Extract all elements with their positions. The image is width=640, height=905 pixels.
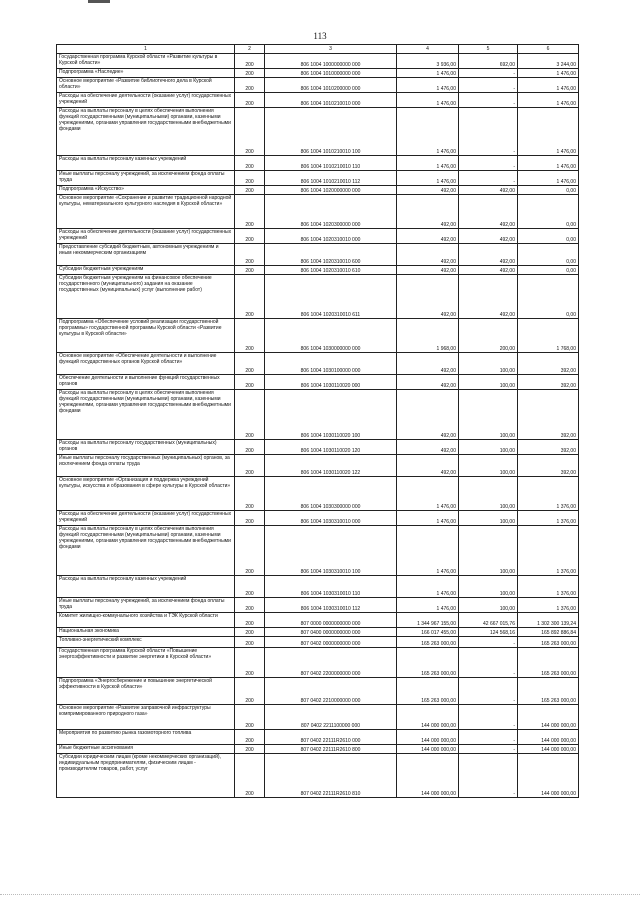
row-amount-approved: 492,00 xyxy=(397,244,459,266)
table-row xyxy=(57,229,579,244)
row-code: 200 xyxy=(235,195,265,229)
row-kbk: 806 1004 1020310010 610 xyxy=(265,266,397,275)
row-name: Основное мероприятие «Развитие библиотечного дела в Курской области» xyxy=(57,78,235,93)
row-name: Основное мероприятие «Развитие заправочной инфраструктуры компримированного природного газа» xyxy=(57,705,235,730)
table-row xyxy=(57,613,579,628)
row-code: 200 xyxy=(235,319,265,353)
row-kbk: 806 1004 1010210010 000 xyxy=(265,93,397,108)
row-amount-remaining: 1 476,00 xyxy=(518,93,579,108)
row-kbk: 806 1004 1010000000 000 xyxy=(265,69,397,78)
row-kbk: 806 1004 1010210010 112 xyxy=(265,171,397,186)
row-amount-remaining: 165 263 000,00 xyxy=(518,678,579,705)
row-amount-executed: 100,00 xyxy=(459,390,518,440)
row-amount-remaining: 1 376,00 xyxy=(518,576,579,598)
table-row xyxy=(57,319,579,353)
row-kbk: 806 1004 1020310010 000 xyxy=(265,229,397,244)
row-amount-remaining: 1 476,00 xyxy=(518,156,579,171)
row-amount-executed: 100,00 xyxy=(459,455,518,477)
row-amount-executed: 492,00 xyxy=(459,244,518,266)
row-code: 200 xyxy=(235,375,265,390)
row-amount-approved: 492,00 xyxy=(397,266,459,275)
row-code: 200 xyxy=(235,754,265,798)
row-amount-executed: - xyxy=(459,637,518,648)
table-row xyxy=(57,526,579,576)
row-code: 200 xyxy=(235,266,265,275)
table-row xyxy=(57,576,579,598)
row-name: Основное мероприятие «Обеспечение деятельности и выполнение функций государственных органов Курской области» xyxy=(57,353,235,375)
row-kbk: 806 1004 1020310010 611 xyxy=(265,275,397,319)
row-amount-approved: 1 476,00 xyxy=(397,78,459,93)
row-amount-approved: 1 476,00 xyxy=(397,93,459,108)
row-amount-remaining: 1 476,00 xyxy=(518,171,579,186)
row-amount-approved: 1 476,00 xyxy=(397,69,459,78)
table-row xyxy=(57,598,579,613)
row-kbk: 807 0000 0000000000 000 xyxy=(265,613,397,628)
row-name: Иные выплаты персоналу государственных (муниципальных) органов, за исключением фонда оплаты труда xyxy=(57,455,235,477)
row-code: 200 xyxy=(235,69,265,78)
row-name: Основное мероприятие «Организация и поддержка учреждений культуры, искусства и образования в сфере культуры в Курской области» xyxy=(57,477,235,511)
row-kbk: 807 0402 2211100000 000 xyxy=(265,705,397,730)
row-kbk: 806 1004 1030310010 100 xyxy=(265,526,397,576)
row-code: 200 xyxy=(235,108,265,156)
row-name: Национальная экономика xyxy=(57,628,235,637)
budget-table xyxy=(56,44,579,798)
row-amount-approved: 492,00 xyxy=(397,375,459,390)
row-name: Расходы на выплаты персоналу казенных учреждений xyxy=(57,156,235,171)
row-amount-approved: 1 476,00 xyxy=(397,576,459,598)
row-name: Государственная программа Курской области «Повышение энергоэффективности и развитие энергетики в Курской области» xyxy=(57,648,235,678)
table-row xyxy=(57,678,579,705)
row-amount-remaining: 165 263 000,00 xyxy=(518,637,579,648)
row-code: 200 xyxy=(235,171,265,186)
row-amount-approved: 166 017 455,00 xyxy=(397,628,459,637)
table-row xyxy=(57,648,579,678)
row-amount-remaining: 0,00 xyxy=(518,229,579,244)
row-amount-approved: 492,00 xyxy=(397,440,459,455)
row-amount-executed: 492,00 xyxy=(459,229,518,244)
row-amount-remaining: 0,00 xyxy=(518,195,579,229)
row-amount-remaining: 144 000 000,00 xyxy=(518,705,579,730)
row-name: Иные выплаты персоналу учреждений, за исключением фонда оплаты труда xyxy=(57,171,235,186)
row-code: 200 xyxy=(235,455,265,477)
row-amount-approved: 1 968,00 xyxy=(397,319,459,353)
row-kbk: 806 1004 1010210010 100 xyxy=(265,108,397,156)
row-kbk: 807 0402 0000000000 000 xyxy=(265,637,397,648)
row-amount-executed: - xyxy=(459,648,518,678)
row-kbk: 807 0402 2200000000 000 xyxy=(265,648,397,678)
row-amount-approved: 492,00 xyxy=(397,275,459,319)
row-amount-executed: 492,00 xyxy=(459,195,518,229)
row-code: 200 xyxy=(235,745,265,754)
row-amount-remaining: 144 000 000,00 xyxy=(518,730,579,745)
row-amount-remaining: 0,00 xyxy=(518,266,579,275)
row-kbk: 806 1004 1030310010 110 xyxy=(265,576,397,598)
row-amount-approved: 165 263 000,00 xyxy=(397,648,459,678)
column-header: 2 xyxy=(235,45,265,54)
table-row xyxy=(57,54,579,69)
row-kbk: 806 1004 1020310010 600 xyxy=(265,244,397,266)
row-amount-approved: 1 476,00 xyxy=(397,598,459,613)
row-name: Основное мероприятие «Сохранение и развитие традиционной народной культуры, нематериального культурного наследия в Курской области» xyxy=(57,195,235,229)
row-code: 200 xyxy=(235,477,265,511)
table-row xyxy=(57,730,579,745)
row-kbk: 806 1004 1030110020 100 xyxy=(265,390,397,440)
column-header: 5 xyxy=(459,45,518,54)
scan-artifact xyxy=(88,0,110,3)
row-amount-executed: 100,00 xyxy=(459,576,518,598)
table-row xyxy=(57,375,579,390)
row-amount-executed: 100,00 xyxy=(459,440,518,455)
row-amount-approved: 144 000 000,00 xyxy=(397,754,459,798)
row-name: Подпрограмма «Энергосбережение и повышение энергетической эффективности в Курской области» xyxy=(57,678,235,705)
row-amount-remaining: 165 892 886,84 xyxy=(518,628,579,637)
row-code: 200 xyxy=(235,440,265,455)
table-row xyxy=(57,266,579,275)
row-name: Расходы на обеспечение деятельности (оказание услуг) государственных учреждений xyxy=(57,93,235,108)
row-amount-executed: - xyxy=(459,678,518,705)
row-amount-approved: 1 476,00 xyxy=(397,108,459,156)
row-name: Расходы на обеспечение деятельности (оказание услуг) государственных учреждений xyxy=(57,229,235,244)
row-code: 200 xyxy=(235,678,265,705)
column-header: 1 xyxy=(57,45,235,54)
row-amount-executed: 100,00 xyxy=(459,477,518,511)
row-kbk: 806 1004 1030110020 122 xyxy=(265,455,397,477)
row-name: Расходы на обеспечение деятельности (оказание услуг) государственных учреждений xyxy=(57,511,235,526)
row-amount-remaining: 392,00 xyxy=(518,353,579,375)
row-name: Расходы на выплаты персоналу в целях обеспечения выполнения функций государственными (муниципальными) органами, казенными учреждениями, органами управления государственными внебюджетными фондами xyxy=(57,390,235,440)
row-code: 200 xyxy=(235,526,265,576)
row-amount-remaining: 3 244,00 xyxy=(518,54,579,69)
row-amount-remaining: 1 476,00 xyxy=(518,78,579,93)
row-amount-remaining: 1 376,00 xyxy=(518,511,579,526)
row-kbk: 806 1004 1000000000 000 xyxy=(265,54,397,69)
row-code: 200 xyxy=(235,648,265,678)
row-amount-approved: 3 936,00 xyxy=(397,54,459,69)
row-name: Субсидии юридическим лицам (кроме некоммерческих организаций), индивидуальным предпринимателям, физическим лицам - производителям товаров, работ, услуг xyxy=(57,754,235,798)
row-amount-approved: 1 476,00 xyxy=(397,156,459,171)
row-kbk: 806 1004 1030110020 000 xyxy=(265,375,397,390)
row-code: 200 xyxy=(235,511,265,526)
table-row xyxy=(57,455,579,477)
row-amount-remaining: 0,00 xyxy=(518,275,579,319)
row-amount-executed: - xyxy=(459,171,518,186)
row-amount-executed: - xyxy=(459,156,518,171)
row-kbk: 807 0402 22111R2610 810 xyxy=(265,754,397,798)
row-code: 200 xyxy=(235,229,265,244)
column-header: 4 xyxy=(397,45,459,54)
table-row xyxy=(57,195,579,229)
table-row xyxy=(57,705,579,730)
row-amount-approved: 144 000 000,00 xyxy=(397,705,459,730)
row-amount-remaining: 392,00 xyxy=(518,440,579,455)
row-kbk: 806 1004 1030000000 000 xyxy=(265,319,397,353)
row-amount-remaining: 1 376,00 xyxy=(518,598,579,613)
page-number: 113 xyxy=(313,31,327,41)
row-amount-executed: 492,00 xyxy=(459,186,518,195)
row-name: Расходы на выплаты персоналу в целях обеспечения выполнения функций государственными (муниципальными) органами, казенными учреждениями, органами управления государственными внебюджетными фондами xyxy=(57,108,235,156)
row-code: 200 xyxy=(235,628,265,637)
row-amount-executed: - xyxy=(459,705,518,730)
row-code: 200 xyxy=(235,156,265,171)
row-code: 200 xyxy=(235,353,265,375)
row-kbk: 806 1004 1020300000 000 xyxy=(265,195,397,229)
row-name: Топливно-энергетический комплекс xyxy=(57,637,235,648)
row-amount-approved: 1 476,00 xyxy=(397,511,459,526)
row-amount-executed: - xyxy=(459,93,518,108)
row-kbk: 807 0402 22111R2610 000 xyxy=(265,730,397,745)
row-kbk: 806 1004 1030110020 120 xyxy=(265,440,397,455)
column-header: 3 xyxy=(265,45,397,54)
row-amount-executed: - xyxy=(459,730,518,745)
row-name: Государственная программа Курской области «Развитие культуры в Курской области» xyxy=(57,54,235,69)
table-row xyxy=(57,511,579,526)
row-code: 200 xyxy=(235,576,265,598)
row-amount-executed: - xyxy=(459,745,518,754)
row-amount-approved: 492,00 xyxy=(397,186,459,195)
row-amount-executed: - xyxy=(459,78,518,93)
table-header-row xyxy=(57,45,579,54)
row-code: 200 xyxy=(235,186,265,195)
row-kbk: 806 1004 1010200000 000 xyxy=(265,78,397,93)
row-code: 200 xyxy=(235,390,265,440)
row-code: 200 xyxy=(235,613,265,628)
row-kbk: 806 1004 1030310010 000 xyxy=(265,511,397,526)
row-code: 200 xyxy=(235,598,265,613)
table-row xyxy=(57,171,579,186)
row-kbk: 806 1004 1030300000 000 xyxy=(265,477,397,511)
row-kbk: 807 0400 0000000000 000 xyxy=(265,628,397,637)
row-name: Субсидии бюджетным учреждениям xyxy=(57,266,235,275)
row-amount-executed: 100,00 xyxy=(459,598,518,613)
row-amount-remaining: 1 768,00 xyxy=(518,319,579,353)
row-name: Подпрограмма «Наследие» xyxy=(57,69,235,78)
row-name: Подпрограмма «Обеспечение условий реализации государственной программы» государственной программы Курской области «Развитие культуры в Курской области» xyxy=(57,319,235,353)
row-amount-executed: 692,00 xyxy=(459,54,518,69)
row-kbk: 807 0402 2210000000 000 xyxy=(265,678,397,705)
row-name: Иные выплаты персоналу учреждений, за исключением фонда оплаты труда xyxy=(57,598,235,613)
row-code: 200 xyxy=(235,244,265,266)
row-amount-executed: - xyxy=(459,69,518,78)
row-amount-executed: 492,00 xyxy=(459,275,518,319)
row-amount-executed: - xyxy=(459,754,518,798)
table-row xyxy=(57,93,579,108)
row-amount-approved: 492,00 xyxy=(397,195,459,229)
row-name: Расходы на выплаты персоналу государственных (муниципальных) органов xyxy=(57,440,235,455)
row-amount-remaining: 0,00 xyxy=(518,244,579,266)
table-row xyxy=(57,78,579,93)
row-amount-approved: 165 263 000,00 xyxy=(397,678,459,705)
row-amount-approved: 1 476,00 xyxy=(397,477,459,511)
row-code: 200 xyxy=(235,705,265,730)
row-kbk: 807 0402 22111R2610 800 xyxy=(265,745,397,754)
row-code: 200 xyxy=(235,730,265,745)
row-name: Мероприятия по развитию рынка газомоторного топлива xyxy=(57,730,235,745)
row-name: Предоставление субсидий бюджетным, автономным учреждениям и иным некоммерческим организациям xyxy=(57,244,235,266)
column-header: 6 xyxy=(518,45,579,54)
row-name: Подпрограмма «Искусство» xyxy=(57,186,235,195)
row-kbk: 806 1004 1030310010 112 xyxy=(265,598,397,613)
table-row xyxy=(57,477,579,511)
row-amount-remaining: 144 000 000,00 xyxy=(518,754,579,798)
row-code: 200 xyxy=(235,93,265,108)
row-amount-executed: 124 568,16 xyxy=(459,628,518,637)
row-name: Обеспечение деятельности и выполнение функций государственных органов xyxy=(57,375,235,390)
row-amount-approved: 492,00 xyxy=(397,455,459,477)
row-amount-approved: 165 263 000,00 xyxy=(397,637,459,648)
row-amount-remaining: 1 476,00 xyxy=(518,69,579,78)
row-amount-remaining: 1 302 300 139,24 xyxy=(518,613,579,628)
table-row xyxy=(57,754,579,798)
row-name: Расходы на выплаты персоналу казенных учреждений xyxy=(57,576,235,598)
row-amount-approved: 492,00 xyxy=(397,229,459,244)
table-row xyxy=(57,440,579,455)
row-amount-executed: 100,00 xyxy=(459,526,518,576)
row-kbk: 806 1004 1010210010 110 xyxy=(265,156,397,171)
row-amount-executed: 100,00 xyxy=(459,375,518,390)
row-amount-executed: - xyxy=(459,108,518,156)
table-row xyxy=(57,275,579,319)
row-code: 200 xyxy=(235,637,265,648)
row-amount-approved: 144 000 000,00 xyxy=(397,745,459,754)
row-kbk: 806 1004 1020000000 000 xyxy=(265,186,397,195)
table-row xyxy=(57,390,579,440)
table-row xyxy=(57,244,579,266)
row-amount-executed: 42 667 015,76 xyxy=(459,613,518,628)
row-amount-executed: 200,00 xyxy=(459,319,518,353)
row-amount-remaining: 144 000 000,00 xyxy=(518,745,579,754)
row-amount-approved: 492,00 xyxy=(397,390,459,440)
row-code: 200 xyxy=(235,275,265,319)
row-amount-remaining: 392,00 xyxy=(518,390,579,440)
row-amount-remaining: 392,00 xyxy=(518,455,579,477)
table-row xyxy=(57,156,579,171)
row-amount-executed: 100,00 xyxy=(459,511,518,526)
row-name: Иные бюджетные ассигнования xyxy=(57,745,235,754)
row-amount-remaining: 1 376,00 xyxy=(518,477,579,511)
table-row xyxy=(57,353,579,375)
row-amount-remaining: 165 263 000,00 xyxy=(518,648,579,678)
table-row xyxy=(57,628,579,637)
row-amount-approved: 492,00 xyxy=(397,353,459,375)
row-amount-remaining: 1 476,00 xyxy=(518,108,579,156)
row-amount-remaining: 1 376,00 xyxy=(518,526,579,576)
row-amount-approved: 1 344 967 155,00 xyxy=(397,613,459,628)
row-amount-approved: 144 000 000,00 xyxy=(397,730,459,745)
row-name: Субсидии бюджетным учреждениям на финансовое обеспечение государственного (муниципального) задания на оказание государственных (муниципальных) услуг (выполнение работ) xyxy=(57,275,235,319)
table-row xyxy=(57,186,579,195)
row-name: Комитет жилищно-коммунального хозяйства и ТЭК Курской области xyxy=(57,613,235,628)
table-row xyxy=(57,637,579,648)
row-code: 200 xyxy=(235,54,265,69)
table-row xyxy=(57,108,579,156)
table-row xyxy=(57,69,579,78)
row-amount-remaining: 392,00 xyxy=(518,375,579,390)
row-amount-approved: 1 476,00 xyxy=(397,526,459,576)
row-amount-executed: 100,00 xyxy=(459,353,518,375)
scan-bottom-edge xyxy=(0,894,640,899)
row-amount-approved: 1 476,00 xyxy=(397,171,459,186)
row-name: Расходы на выплаты персоналу в целях обеспечения выполнения функций государственными (муниципальными) органами, казенными учреждениями, органами управления государственными внебюджетными фондами xyxy=(57,526,235,576)
row-kbk: 806 1004 1030100000 000 xyxy=(265,353,397,375)
table-row xyxy=(57,745,579,754)
row-amount-executed: 492,00 xyxy=(459,266,518,275)
row-code: 200 xyxy=(235,78,265,93)
row-amount-remaining: 0,00 xyxy=(518,186,579,195)
